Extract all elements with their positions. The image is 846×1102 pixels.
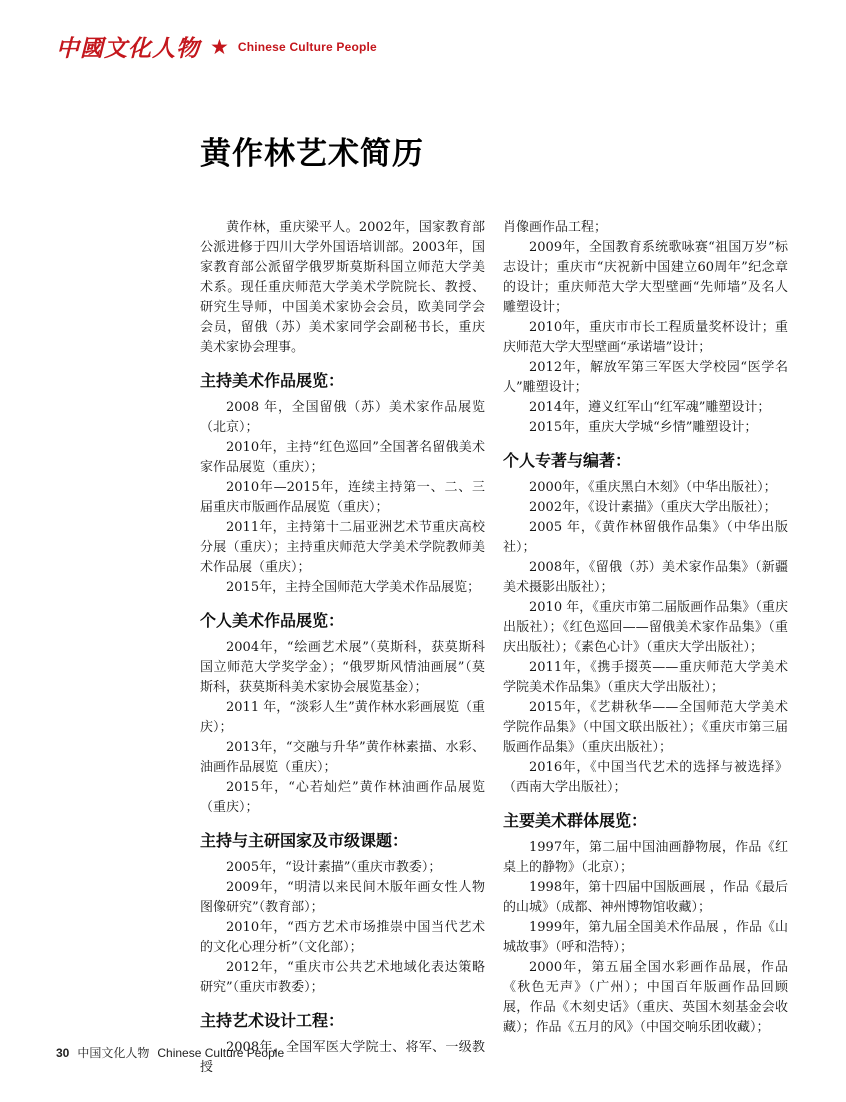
right-column — [503, 218, 788, 1078]
body-paragraph: 1997年，第二届中国油画静物展，作品《红桌上的静物》（北京）； — [503, 840, 788, 875]
left-column — [200, 218, 485, 1078]
body-paragraph: 2012年，解放军第三军医大学校园“医学名人”雕塑设计； — [503, 360, 788, 395]
body-paragraph: 2010年，主持“红色巡回”全国著名留俄美术家作品展览（重庆）； — [200, 440, 485, 475]
body-paragraph: 2014年，遵义红军山“红军魂”雕塑设计； — [529, 400, 771, 415]
body-paragraph: 2010年，“西方艺术市场推崇中国当代艺术的文化心理分析”（文化部）； — [200, 920, 485, 955]
page-header — [56, 30, 377, 63]
body-paragraph: 2011年，《携手掇英——重庆师范大学美术学院美术作品集》（重庆大学出版社）； — [503, 660, 788, 695]
body-paragraph: 2008年，全国军医大学院士、将军、一级教授 — [200, 1040, 485, 1075]
body-paragraph: 2015年，“心若灿烂”黄作林油画作品展览（重庆）； — [200, 780, 485, 815]
body-paragraph: 2015年，重庆大学城“乡情”雕塑设计； — [529, 420, 758, 435]
body-paragraph: 1998年，第十四届中国版画展 ，作品《最后的山城》（成都、神州博物馆收藏）； — [503, 880, 788, 915]
body-paragraph: 2002年，《设计素描》（重庆大学出版社）； — [529, 500, 777, 515]
body-paragraph: 2011 年，“淡彩人生”黄作林水彩画展览（重庆）； — [200, 700, 485, 735]
page-number: 30 — [56, 1046, 70, 1060]
magazine-logo-chinese: 中國文化人物 — [56, 35, 200, 62]
body-paragraph: 2012年，“重庆市公共艺术地域化表达策略研究”（重庆市教委）； — [200, 960, 485, 995]
body-paragraph: 2010年—2015年，连续主持第一、二、三届重庆市版画作品展览（重庆）； — [200, 480, 485, 515]
magazine-logo-english: Chinese Culture People — [237, 39, 377, 54]
body-paragraph: 2005 年，《黄作林留俄作品集》（中华出版社）； — [503, 520, 788, 555]
body-paragraph: 2011年，主持第十二届亚洲艺术节重庆高校分展（重庆）；主持重庆师范大学美术学院教师美术作品展（重庆）； — [200, 520, 485, 575]
article-title: 黄作林艺术简历 — [200, 136, 424, 172]
footer-journal-chinese: 中国文化人物 — [77, 1046, 150, 1060]
page-footer — [56, 1044, 284, 1061]
body-paragraph: 2005年，“设计素描”（重庆市教委）； — [226, 860, 442, 875]
body-paragraph: 1999年，第九届全国美术作品展 ，作品《山城故事》（呼和浩特）； — [503, 920, 788, 955]
body-paragraph: 2009年，全国教育系统歌咏赛“祖国万岁”标志设计；重庆市“庆祝新中国建立60周年”纪念章的设计；重庆师范大学大型壁画“先师墙”及名人雕塑设计； — [503, 240, 788, 315]
section-heading: 主要美术群体展览： — [503, 811, 648, 830]
body-paragraph: 2010年，重庆市市长工程质量奖杯设计；重庆师范大学大型壁画“承诺墙”设计； — [503, 320, 788, 355]
body-paragraph: 2009年，“明清以来民间木版年画女性人物图像研究”（教育部）； — [200, 880, 485, 915]
body-paragraph: 2008年，《留俄（苏）美术家作品集》（新疆美术摄影出版社）； — [503, 560, 788, 595]
article-body — [200, 218, 788, 1078]
body-paragraph: 肖像画作品工程； — [503, 220, 608, 235]
body-paragraph: 2004年，“绘画艺术展”（莫斯科，获莫斯科国立师范大学奖学金）；“俄罗斯风情油画展”（莫斯科，获莫斯科美术家协会展览基金）； — [200, 640, 485, 695]
body-paragraph: 2000年，《重庆黑白木刻》（中华出版社）； — [529, 480, 777, 495]
body-paragraph: 黄作林，重庆梁平人。2002年，国家教育部公派进修于四川大学外国语培训部。2003年，国家教育部公派留学俄罗斯莫斯科国立师范大学美术系。现任重庆师范大学美术学院院长、教授、研究生导师，中国美术家协会会员，欧美同学会会员，留俄（苏）美术家同学会副秘书长，重庆美术家协会理事。 — [200, 220, 485, 355]
body-paragraph: 2013年，“交融与升华”黄作林素描、水彩、油画作品展览（重庆）； — [200, 740, 485, 775]
section-heading: 主持艺术设计工程： — [200, 1011, 345, 1030]
body-paragraph: 2015年，主持全国师范大学美术作品展览； — [226, 580, 481, 595]
body-paragraph: 2000年，第五届全国水彩画作品展，作品《秋色无声》（广州）；中国百年版画作品回顾展，作品《木刻史话》（重庆、英国木刻基金会收藏）；作品《五月的风》（中国交响乐团收藏）； — [503, 960, 788, 1035]
star-icon: ★ — [210, 34, 229, 59]
footer-journal-english: Chinese Culture People — [157, 1046, 285, 1060]
body-paragraph: 2015年，《艺耕秋华——全国师范大学美术学院作品集》（中国文联出版社）；《重庆市第三届版画作品集》（重庆出版社）； — [503, 700, 788, 755]
body-paragraph: 2016年，《中国当代艺术的选择与被选择》（西南大学出版社）； — [503, 760, 788, 795]
body-paragraph: 2008 年，全国留俄（苏）美术家作品展览（北京）； — [200, 400, 485, 435]
section-heading: 个人美术作品展览： — [200, 611, 345, 630]
section-heading: 主持美术作品展览： — [200, 371, 345, 390]
section-heading: 主持与主研国家及市级课题： — [200, 831, 409, 850]
section-heading: 个人专著与编著： — [503, 451, 632, 470]
body-paragraph: 2010 年，《重庆市第二届版画作品集》（重庆出版社）；《红色巡回——留俄美术家作品集》（重庆出版社）；《素色心计》（重庆大学出版社）； — [503, 600, 788, 655]
